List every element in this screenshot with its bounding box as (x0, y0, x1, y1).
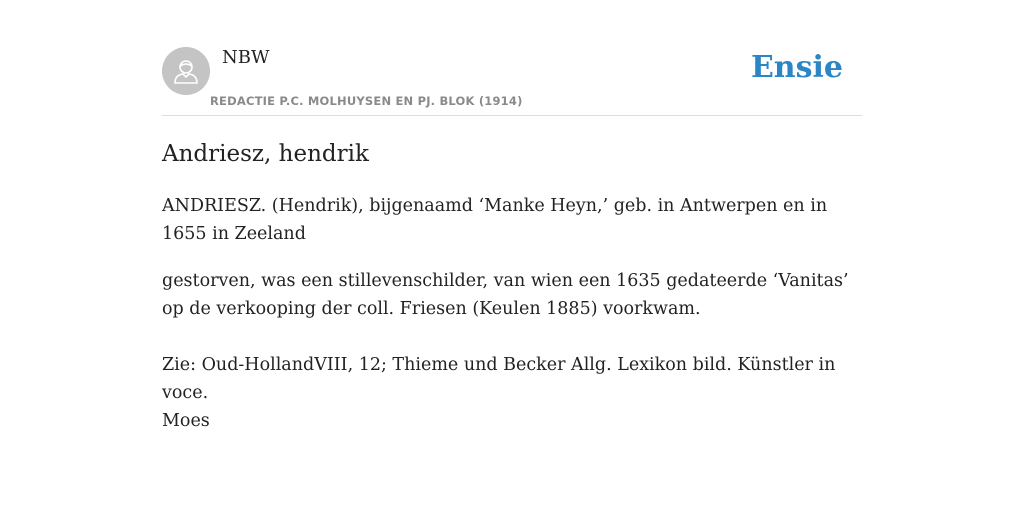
author-name[interactable]: NBW (222, 47, 270, 68)
page-container (162, 0, 862, 512)
user-silhouette-icon (162, 47, 210, 95)
article-paragraph: ANDRIESZ. (Hendrik), bijgenaamd ‘Manke Heyn,’ geb. in Antwerpen en in 1655 in Zeeland (162, 196, 828, 244)
author-avatar[interactable] (162, 47, 210, 95)
article-reference: Zie: Oud-HollandVIII, 12; Thieme und Becker Allg. Lexikon bild. Künstler in voce. (162, 355, 836, 403)
article-paragraph: gestorven, was een stillevenschilder, van wien een 1635 gedateerde ‘Vanitas’ op de verkooping der coll. Friesen (Keulen 1885) voorkwam. (162, 271, 849, 319)
article-header (162, 0, 862, 116)
author-subtitle: REDACTIE P.C. MOLHUYSEN EN PJ. BLOK (1914) (210, 94, 523, 108)
ensie-logo-link[interactable]: Ensie (750, 50, 843, 85)
article-title: Andriesz, hendrik (162, 141, 369, 167)
article-signature: Moes (162, 411, 210, 431)
